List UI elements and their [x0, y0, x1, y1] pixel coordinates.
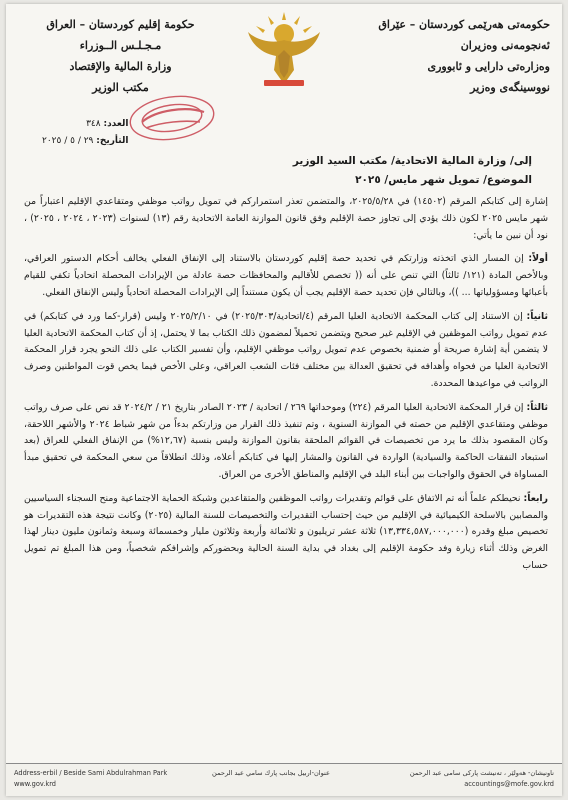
paragraph-third-label: ثالثاً: — [526, 401, 548, 413]
letter-footer — [6, 763, 562, 796]
reference-block — [42, 116, 128, 150]
header-arabic-line: مـجـلـس الــوزراء — [79, 39, 162, 52]
paragraph-first-label: أولاً: — [528, 253, 548, 265]
number-label: العدد: — [103, 119, 129, 129]
paragraph-first-text: إن المسار الذي اتخذته وزارتكم في تحديد حصة إقليم كوردستان بالاستناد إلى الإنفاق الفعلي يخالف أحكام الدستور العراقي، وبالأخص المادة (١٢١/ ثالثاً) التي تنص على أنه (( تخصص للأقاليم والمحافظات حصة عادلة من الإيرادات المحصلة اتحادياً تكفي للقيام بأعبائها ومسؤولياتها ... ))، وبالتالي فإن تحديد حصة الإقليم يجب أن يكون مستنداً إلى الإيرادات المحصلة اتحادياً وليس الإنفاق الفعلي. — [24, 253, 548, 298]
intro-paragraph: إشارة إلى كتابكم المرقم (١٤٥٠٢) في ٢٠٢٥/٥/٢٨، والمتضمن تعذر استمراركم في تمويل رواتب موظفي ومتقاعدي الإقليم اعتباراً من شهر مايس ٢٠٢٥ لكون ذلك يؤدي إلى تجاوز حصة الإقليم وفق قانون الموازنة العامة الاتحادية رقم (١٣) لسنوات (٢٠٢٣ ، ٢٠٢٤ ، ٢٠٢٥) ، نود أن نبين ما يأتي: — [24, 196, 548, 241]
footer-email: accountings@mofe.gov.krd — [464, 780, 554, 788]
footer-kurdish-address: ناونيشان- هەولێر ، تەنیشت پارکی سامی عبد الرحمن — [409, 769, 554, 777]
footer-english — [14, 768, 167, 790]
krg-emblem-icon — [242, 10, 326, 90]
paragraph-third-text: إن قرار المحكمة الاتحادية العليا المرقم (٢٢٤) وموحداتها ٢٦٩ / اتحادية / ٢٠٢٣ الصادر بتاريخ ٢١ / ٢٠٢٤/٢ قد نص على صرف رواتب موظفي ومتقاعدي الإقليم من حصته في الموازنة السنوية ، وتم تنفيذ ذلك القرار من وزارتكم بدءاً من شهر شباط ٢٠٢٤ والأشهر اللاحقة، وكان المقصود بذلك ما يرد من تخصيصات في القوائم الملحقة بقانون الموازنة وليس بنسبة (١٢,٦٧%) من الإنفاق الفعلي للعراق (بعد استبعاد النفقات الحاكمة والسيادية) الواردة في القانون والمشار إليها في كتابكم أعلاه، وذلك انطلاقاً من سعي المحكمة في تحقيق مبدأ المساواة في الحقوق والواجبات بين أبناء البلد في الإقليم والمناطق الأخرى من العراق. — [24, 401, 548, 480]
footer-arabic — [196, 768, 346, 779]
paragraph-fourth — [24, 491, 548, 575]
paragraph-second — [24, 309, 548, 393]
letter-page — [6, 4, 562, 796]
header-kurdish-line: نووسینگەی وەزیر — [470, 81, 550, 94]
addressee-line: إلى/ وزارة المالية الاتحادية/ مكتب السيد الوزير — [292, 155, 532, 167]
header-kurdish-line: حکومەتی هەرێمی کوردستان – عێراق — [378, 18, 550, 31]
paragraph-fourth-label: رابعاً: — [523, 492, 548, 504]
number-value: ٣٤٨ — [86, 119, 101, 129]
letter-body — [24, 194, 548, 582]
header-arabic-line: مكتب الوزير — [92, 81, 149, 94]
reference-number-row — [42, 116, 128, 133]
date-label: التأريخ: — [96, 136, 129, 146]
addressee-block — [293, 152, 532, 190]
paragraph-second-label: ثانياً: — [526, 310, 548, 322]
header-kurdish-line: ئەنجومەنی وەزیران — [460, 39, 550, 52]
header-arabic-block — [18, 14, 223, 98]
office-stamp-icon — [126, 92, 218, 144]
header-arabic-line: حكومة إقليم كوردستان – العراق — [46, 18, 195, 31]
paragraph-fourth-text: نحيطكم علماً أنه تم الاتفاق على قوائم وتقديرات رواتب الموظفين والمتقاعدين وشبكة الحماية الاجتماعية ومنح السجناء السياسيين والمصابين بالاسلحة الكيميائية في الإقليم من حيث إحتساب التقديرات والتخصيصات للسنة المالية (٢٠٢٥) وكانت نتيجة هذه التقديرات هو تخصيص مبلغ وقدره (١٣,٣٣٤,٥٨٧,٠٠٠,٠٠٠) ثلاثة عشر تريليون و ثلاثمائة وأربعة وثلاثون مليار وخمسمائة وسبعة وثمانون مليون دينار لهذا الغرض وذلك أثناء زيارة وفد حكومة الإقليم إلى بغداد في بداية السنة الحالية وبحضوركم وإشرافكم شخصياً، ومن هذا المبلغ تم تمويل حساب — [24, 492, 548, 571]
paragraph-third — [24, 400, 548, 484]
footer-arabic-address: عنوان-اربيل بجانب پارك سامي عبد الرحمن — [212, 769, 330, 777]
paragraph-first — [24, 251, 548, 301]
header-kurdish-block — [335, 14, 550, 98]
footer-website: www.gov.krd — [14, 780, 56, 788]
paragraph-second-text: إن الاستناد إلى كتاب المحكمة الاتحادية العليا المرقم (٤/اتحادية/٢٠٢٥/٣٠٣) في ٢٠٢٥/٢/١٠ وليس (قرار-كما ورد في كتابكم) في عدم تمويل رواتب الموظفين في الإقليم غير صحيح ويتضمن تحميلاً لمضمون ذلك الكتاب بما لا يحتمل، إذ أن كتاب المحكمة الاتحادية العليا لا يتضمن أية إشارة صريحة أو ضمنية بخصوص عدم تمويل رواتب موظفي الإقليم، وأن تفسير الكتاب على ذلك النحو يجرد قرار المحكمة الاتحادية العليا من فحواه وأهدافه في تحقيق العدالة بين مختلف فئات الشعب العراقي، وعلى الأخص فيما يخص قوت المواطنين وصرف الرواتب في مواعيدها المحددة. — [24, 310, 548, 389]
footer-kurdish — [410, 768, 554, 790]
header-arabic-line: وزارة المالية والإقتصاد — [69, 60, 172, 73]
header-kurdish-line: وەزارەتی دارایی و ئابووری — [427, 60, 550, 73]
subject-line: الموضوع/ تمويل شهر مايس/ ٢٠٢٥ — [355, 174, 532, 186]
date-value: ٢٩ / ٥ / ٢٠٢٥ — [42, 136, 94, 146]
reference-date-row — [42, 133, 128, 150]
footer-english-address: Address-erbil / Beside Sami Abdulrahman Park — [14, 769, 168, 777]
